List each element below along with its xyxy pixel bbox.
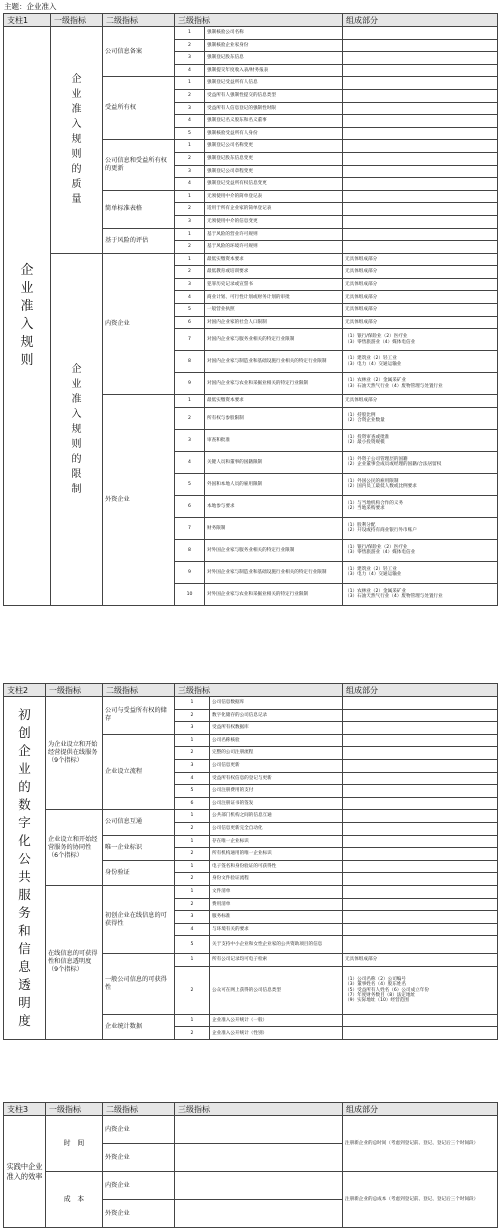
component-cell — [343, 52, 498, 65]
l3-indicator: 最低实缴资本要求 — [205, 253, 343, 266]
component-cell — [343, 89, 498, 102]
component-cell — [343, 898, 498, 911]
row-number: 9 — [175, 561, 205, 583]
pillar-name — [4, 27, 51, 606]
component-time: 注册新企业的总时间（考虑到登记前、登记、登记后三个时间段） — [343, 1116, 498, 1172]
row-number: 5 — [175, 473, 205, 495]
l3-indicator: 公共部门机构之间的信息互通 — [210, 810, 343, 823]
l3-indicator: 关键人员和董事的国籍限制 — [205, 451, 343, 473]
row-number: 4 — [175, 291, 205, 304]
row-number: 3 — [175, 102, 205, 115]
l3-indicator: 费用清单 — [210, 898, 343, 911]
l3-indicator: 公司注册费用的支付 — [210, 785, 343, 798]
l3-indicator: 外国和本地人员的雇用限制 — [205, 473, 343, 495]
components-header: 组成部分 — [343, 1103, 498, 1116]
l3-indicator: 公司信息更新 — [210, 759, 343, 772]
l3-indicator: 所有机构通用的唯一企业标识 — [210, 848, 343, 861]
component-cell: 无具体组成部分 — [343, 278, 498, 291]
component-cell: 无具体组成部分 — [343, 316, 498, 329]
component-cell — [343, 1027, 498, 1040]
l3-indicator: 关于支持中小企业和女性企业家的公共资助项目的信息 — [210, 936, 343, 954]
component-cell — [343, 747, 498, 760]
row-number: 2 — [175, 266, 205, 279]
component-cell — [343, 822, 498, 835]
l2-indicator: 基于风险的评估 — [103, 228, 175, 253]
row-number: 1 — [175, 228, 205, 241]
l2-indicator: 身份验证 — [103, 860, 175, 885]
l3-indicator: 对国内企业家与农业和采掘业相关的特定行业限制 — [205, 373, 343, 395]
l3-indicator: 强制登记公司名称变更 — [205, 140, 343, 153]
l3-indicator: 对外国企业家与制造业和基础设施行业相关的特定行业限制 — [205, 561, 343, 583]
component-cell — [343, 203, 498, 216]
l3-indicator: 财务限制 — [205, 517, 343, 539]
component-cell: （1）投资审查或批准 （2）最小投资规模 — [343, 429, 498, 451]
component-cell: 无具体组成部分 — [343, 304, 498, 317]
row-number: 1 — [175, 954, 210, 967]
l3-indicator: 与环境有关的要求 — [210, 923, 343, 936]
component-cell: （1）建筑业（2）轻工业 （3）电力（4）交通运输业 — [343, 561, 498, 583]
pillar-name-text: 企业准入规则 — [20, 262, 34, 368]
row-number: 2 — [175, 873, 210, 886]
pillar1-header-row — [4, 14, 498, 27]
component-cell — [343, 1014, 498, 1027]
document-theme: 主题：企业准入 — [4, 2, 57, 11]
l3-indicator: 企业准入公开统计（性别） — [210, 1027, 343, 1040]
l2-header: 二级指标 — [103, 684, 175, 697]
component-cell — [343, 772, 498, 785]
component-cell — [343, 152, 498, 165]
l2-domestic: 内资企业 — [103, 1172, 175, 1200]
l3-indicator: 本地参与要求 — [205, 495, 343, 517]
component-cell — [343, 923, 498, 936]
component-cell — [343, 127, 498, 140]
l3-indicator: 受益所有权数据库 — [210, 722, 343, 735]
component-cell — [343, 178, 498, 191]
table-row — [4, 1172, 498, 1200]
l2-domestic: 内资企业 — [103, 1116, 175, 1144]
row-number: 1 — [175, 140, 205, 153]
row-number: 1 — [175, 860, 210, 873]
l3-indicator: 审查和批准 — [205, 429, 343, 451]
l3-indicator: 电子签名和身份验证的可获得性 — [210, 860, 343, 873]
row-number: 1 — [175, 395, 205, 408]
component-cell — [343, 848, 498, 861]
l3-header: 三级指标 — [175, 684, 343, 697]
l3-indicator: 公司信息更新完全自动化 — [210, 822, 343, 835]
l3-indicator: 文件清单 — [210, 885, 343, 898]
l1-indicator — [51, 27, 103, 254]
pillar1-table — [3, 13, 498, 606]
row-number: 3 — [175, 215, 205, 228]
row-number: 8 — [175, 351, 205, 373]
l1-cost: 成 本 — [46, 1172, 103, 1228]
table-row — [4, 1116, 498, 1144]
component-cell: （1）银行/保险业（2）医疗业 （3）零售旅游业（4）媒体电信业 — [343, 539, 498, 561]
component-cell — [343, 873, 498, 886]
component-cell: （1）建筑业（2）轻工业 （3）电力（4）交通运输业 — [343, 351, 498, 373]
row-number: 2 — [175, 203, 205, 216]
row-number: 4 — [175, 115, 205, 128]
component-cell — [343, 27, 498, 40]
l3-indicator: 服务标准 — [210, 911, 343, 924]
row-number: 1 — [175, 27, 205, 40]
component-cell: （1）外资子公司管理层的国籍 （2）企业董事会成员或经理的国籍/合法居留权 — [343, 451, 498, 473]
l2-indicator: 公司信息备案 — [103, 27, 175, 77]
l3-indicator: 无须使用中介的信息变更 — [205, 215, 343, 228]
row-number: 2 — [175, 407, 205, 429]
row-number: 3 — [175, 911, 210, 924]
l3-indicator: 最低教育或培训要求 — [205, 266, 343, 279]
l3-indicator: 受益所有权信息的登记与更新 — [210, 772, 343, 785]
row-number: 2 — [175, 822, 210, 835]
components-header: 组成部分 — [343, 684, 498, 697]
l3-header: 三级指标 — [175, 1103, 343, 1116]
component-cell: （1）与当地机构合作的义务 （2）当地采购要求 — [343, 495, 498, 517]
row-number: 2 — [175, 39, 205, 52]
l3-indicator: 基于风险的环境许可规则 — [205, 241, 343, 254]
l3-indicator: 公司信息数据库 — [210, 697, 343, 710]
l3-indicator: 身份文件验证流程 — [210, 873, 343, 886]
l3-indicator: 受益所有人强制性提交的信息类型 — [205, 89, 343, 102]
component-cell — [343, 797, 498, 810]
row-number: 1 — [175, 1014, 210, 1027]
row-number: 3 — [175, 165, 205, 178]
l1-time: 时 间 — [46, 1116, 103, 1172]
component-cell — [343, 77, 498, 90]
l2-header: 二级指标 — [103, 1103, 175, 1116]
component-cell: （1）外国公民的雇用限制 （2）国内员工最低人数或比例要求 — [343, 473, 498, 495]
l2-indicator: 公司信息和受益所有权的更新 — [103, 140, 175, 190]
component-cell: （1）农林业（2）金属采矿业 （3）石油天然气行业（4）废物管理与处置行业 — [343, 583, 498, 605]
l3-indicator: 商业计划、可行性计划或财务计划的审批 — [205, 291, 343, 304]
l3-cell — [175, 1144, 343, 1172]
row-number: 1 — [175, 734, 210, 747]
l3-indicator: 公司注册证书的签发 — [210, 797, 343, 810]
l3-indicator: 公司名称核验 — [210, 734, 343, 747]
l3-cell — [175, 1172, 343, 1200]
component-cell — [343, 835, 498, 848]
component-cell — [343, 810, 498, 823]
row-number: 1 — [175, 835, 210, 848]
pillar3-name: 实践中企业准入的效率 — [4, 1116, 46, 1228]
l1-indicator: 在线信息的可获得性和信息透明度 （9个指标） — [46, 885, 103, 1039]
component-cell — [343, 140, 498, 153]
l3-cell — [175, 1116, 343, 1144]
l2-indicator: 企业统计数据 — [103, 1014, 175, 1039]
l3-indicator: 对国内企业家与服务业相关的特定行业限制 — [205, 329, 343, 351]
component-cell — [343, 228, 498, 241]
l1-header: 一级指标 — [46, 684, 103, 697]
l3-indicator: 对国内企业家与制造业和基础设施行业相关的特定行业限制 — [205, 351, 343, 373]
row-number: 1 — [175, 253, 205, 266]
l3-cell — [175, 1200, 343, 1228]
component-cell — [343, 734, 498, 747]
component-cell — [343, 860, 498, 873]
row-number: 6 — [175, 316, 205, 329]
component-cell — [343, 911, 498, 924]
l1-header: 一级指标 — [46, 1103, 103, 1116]
component-cell — [343, 241, 498, 254]
l1-indicator: 企业设立和开始经营服务的协同性 （6个指标） — [46, 810, 103, 886]
row-number: 3 — [175, 52, 205, 65]
l3-indicator: 一般营业执照 — [205, 304, 343, 317]
row-number: 4 — [175, 772, 210, 785]
row-number: 5 — [175, 936, 210, 954]
l3-indicator: 强制登记受益所有权信息变更 — [205, 178, 343, 191]
row-number: 1 — [175, 885, 210, 898]
l3-header: 三级指标 — [175, 14, 343, 27]
l2-foreign: 外资企业 — [103, 1200, 175, 1228]
row-number: 8 — [175, 539, 205, 561]
row-number: 2 — [175, 152, 205, 165]
pillar3-header-row — [4, 1103, 498, 1116]
l2-indicator: 简单标准表格 — [103, 190, 175, 228]
row-number: 2 — [175, 848, 210, 861]
l3-indicator: 强制登记股东信息变更 — [205, 152, 343, 165]
l2-indicator: 公司信息互通 — [103, 810, 175, 835]
table-row — [4, 27, 498, 40]
l3-indicator: 完整的公司注册流程 — [210, 747, 343, 760]
component-cell: 无具体组成部分 — [343, 266, 498, 279]
l3-indicator: 适用于所有企业家的简单登记表 — [205, 203, 343, 216]
l1-indicator-text: 企业准入规则的质量 — [71, 74, 82, 206]
l3-indicator: 对外国企业家与服务业相关的特定行业限制 — [205, 539, 343, 561]
l1-header: 一级指标 — [51, 14, 103, 27]
l2-indicator: 初创企业在线信息的可获得性 — [103, 885, 175, 953]
l1-indicator-text: 企业准入规则的限制 — [71, 363, 82, 495]
table-row — [4, 885, 498, 898]
table-row — [4, 810, 498, 823]
row-number: 10 — [175, 583, 205, 605]
l3-indicator: 强制登记受益所有人信息 — [205, 77, 343, 90]
l3-indicator: 强制核验公司名称 — [205, 27, 343, 40]
l3-indicator: 所有权与参股限制 — [205, 407, 343, 429]
component-cell — [343, 190, 498, 203]
row-number: 5 — [175, 127, 205, 140]
row-number: 6 — [175, 495, 205, 517]
component-cell: （1）股利分配 （2）开设或持有商业银行外币账户 — [343, 517, 498, 539]
row-number: 7 — [175, 329, 205, 351]
row-number: 1 — [175, 190, 205, 203]
l2-indicator: 公司与受益所有权的储存 — [103, 697, 175, 735]
pillar-name — [4, 697, 46, 1040]
l2-indicator: 受益所有权 — [103, 77, 175, 140]
row-number: 4 — [175, 178, 205, 191]
l2-indicator: 企业设立流程 — [103, 734, 175, 810]
component-cell — [343, 165, 498, 178]
component-cell — [343, 697, 498, 710]
pillar-header: 支柱2 — [4, 684, 46, 697]
row-number: 6 — [175, 797, 210, 810]
row-number: 7 — [175, 517, 205, 539]
l1-indicator — [51, 253, 103, 605]
component-cell: （1）农林业（2）金属采矿业 （3）石油天然气行业（4）废物管理与处置行业 — [343, 373, 498, 395]
components-header: 组成部分 — [343, 14, 498, 27]
row-number: 2 — [175, 241, 205, 254]
row-number: 4 — [175, 923, 210, 936]
component-cell — [343, 785, 498, 798]
row-number: 5 — [175, 785, 210, 798]
l2-indicator: 一般公司信息的可获得性 — [103, 954, 175, 1015]
row-number: 3 — [175, 759, 210, 772]
l3-indicator: 数字化储存的公司信息记录 — [210, 709, 343, 722]
l3-indicator: 对外国企业家与农业和采掘业相关的特定行业限制 — [205, 583, 343, 605]
pillar2-header-row — [4, 684, 498, 697]
l2-indicator: 唯一企业标识 — [103, 835, 175, 860]
row-number: 5 — [175, 304, 205, 317]
component-cell — [343, 102, 498, 115]
l3-indicator: 强制登记股东信息 — [205, 52, 343, 65]
component-cell — [343, 709, 498, 722]
pillar-header: 支柱3 — [4, 1103, 46, 1116]
l2-indicator: 内资企业 — [103, 253, 175, 395]
row-number: 2 — [175, 966, 210, 1014]
pillar-header: 支柱1 — [4, 14, 51, 27]
pillar3-table — [3, 1102, 498, 1228]
l3-indicator: 强制登记名义股东和名义董事 — [205, 115, 343, 128]
row-number: 4 — [175, 64, 205, 77]
l1-indicator: 为企业设立和开始经营提供在线服务 （9个指标） — [46, 697, 103, 810]
row-number: 4 — [175, 451, 205, 473]
pillar2-table — [3, 683, 498, 1040]
row-number: 3 — [175, 722, 210, 735]
l2-foreign: 外资企业 — [103, 1144, 175, 1172]
component-cell — [343, 64, 498, 77]
row-number: 1 — [175, 77, 205, 90]
l3-indicator: 犯罪历史记录或宣誓书 — [205, 278, 343, 291]
component-cell: 无具体组成部分 — [343, 395, 498, 408]
component-cell: （1）银行/保险业（2）医疗业 （3）零售旅游业（4）媒体电信业 — [343, 329, 498, 351]
row-number: 2 — [175, 898, 210, 911]
component-cell — [343, 722, 498, 735]
l3-indicator: 公众可在网上获得的公司信息类型 — [210, 966, 343, 1014]
component-cell — [343, 215, 498, 228]
row-number: 3 — [175, 429, 205, 451]
row-number: 2 — [175, 89, 205, 102]
l2-header: 二级指标 — [103, 14, 175, 27]
l3-indicator: 存在唯一企业标识 — [210, 835, 343, 848]
component-cell: （1）持股比例 （2）合资企业数量 — [343, 407, 498, 429]
l3-indicator: 所有公司记录均可电子检索 — [210, 954, 343, 967]
l3-indicator: 强制登记公司章程变更 — [205, 165, 343, 178]
l3-indicator: 无须使用中介的简单登记表 — [205, 190, 343, 203]
component-cell — [343, 115, 498, 128]
component-cell — [343, 885, 498, 898]
table-row — [4, 253, 498, 266]
l3-indicator: 强制提交年度收入表/财务报表 — [205, 64, 343, 77]
l3-indicator: 最低实缴资本要求 — [205, 395, 343, 408]
row-number: 3 — [175, 278, 205, 291]
l2-indicator: 外资企业 — [103, 395, 175, 606]
component-cell: 无具体组成部分 — [343, 291, 498, 304]
row-number: 1 — [175, 697, 210, 710]
component-cell: （1）公司名称（2）公司编号 （3）董事姓名（4）股东姓名 （5）受益所有人姓名（6）公司成立年份 （7）年度财务数目（8）法定地址 （9）实际地址（10）经营范围 — [343, 966, 498, 1014]
component-cell — [343, 39, 498, 52]
row-number: 9 — [175, 373, 205, 395]
row-number: 1 — [175, 810, 210, 823]
component-cell: 无具体组成部分 — [343, 954, 498, 967]
component-cost: 注册新企业的总成本（考虑到登记前、登记、登记后三个时间段） — [343, 1172, 498, 1228]
l3-indicator: 基于风险的营业许可规则 — [205, 228, 343, 241]
component-cell: 无具体组成部分 — [343, 253, 498, 266]
l3-indicator: 强制核验企业家身份 — [205, 39, 343, 52]
component-cell — [343, 936, 498, 954]
table-row — [4, 697, 498, 710]
row-number: 2 — [175, 1027, 210, 1040]
l3-indicator: 企业准入公开统计（一般） — [210, 1014, 343, 1027]
component-cell — [343, 759, 498, 772]
l3-indicator: 受益所有人信息登记的强制性时限 — [205, 102, 343, 115]
l3-indicator: 对国内企业家的社会人口限制 — [205, 316, 343, 329]
pillar-name-text: 初创企业的数字化公共服务和信息透明度 — [18, 707, 31, 1029]
l3-indicator: 强制核验受益所有人身份 — [205, 127, 343, 140]
row-number: 2 — [175, 747, 210, 760]
row-number: 2 — [175, 709, 210, 722]
